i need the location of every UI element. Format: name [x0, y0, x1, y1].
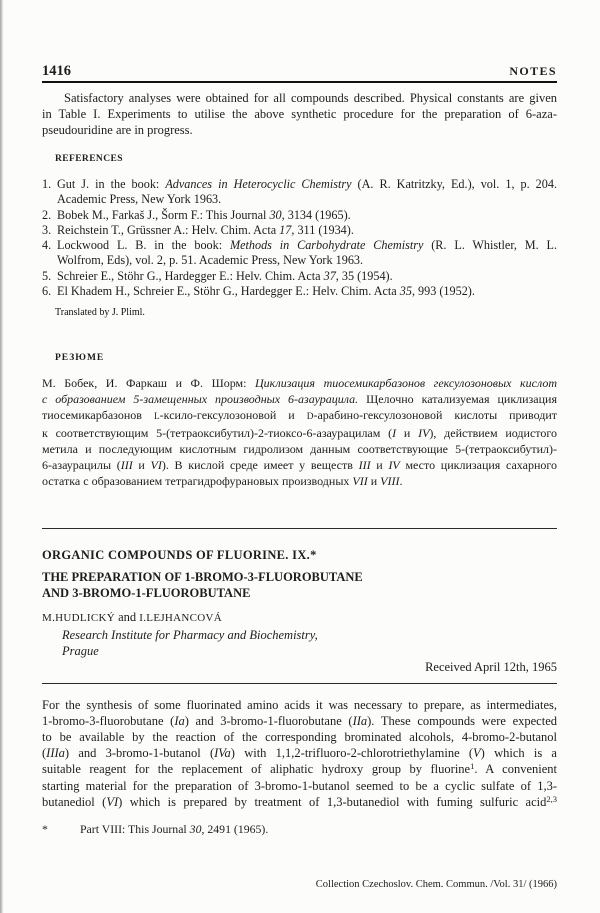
text-run: butanediol ( — [42, 795, 107, 809]
text-run: и — [367, 474, 381, 488]
italic-text: с образованием 5-замещенных производных 6-азаурацила. — [42, 392, 359, 406]
italic-text: III — [358, 458, 371, 472]
body-paragraph — [42, 697, 557, 811]
article-subtitle — [42, 569, 557, 601]
reference-item — [42, 269, 557, 284]
text-line — [80, 821, 557, 837]
reference-text — [57, 284, 557, 299]
section-label: NOTES — [509, 64, 557, 78]
header-rule — [42, 81, 557, 83]
reference-number: 4. — [42, 238, 52, 253]
text-run: 6-азаурацилы ( — [42, 458, 121, 472]
italic-text: VI — [150, 458, 162, 472]
text-run: Academic Press, New York 1963. — [57, 192, 222, 207]
text-line — [42, 457, 557, 473]
text-run: suitable reagent for the replacement of aliphatic hydroxy group by fluorine — [42, 762, 471, 776]
text-line — [42, 106, 557, 122]
text-run: (R. L. Whistler, M. L. — [423, 238, 558, 253]
superscript-ref: 1 — [470, 761, 475, 772]
text-line — [42, 761, 557, 778]
reference-number: 5. — [42, 268, 52, 283]
text-line — [42, 425, 557, 441]
italic-text: I — [392, 426, 397, 440]
affiliation — [62, 627, 318, 659]
text-run: ). These compounds were expected — [367, 714, 557, 728]
text-run: , 993 (1952). — [411, 284, 475, 299]
reference-number: 2. — [42, 207, 52, 222]
text-run: ) and 3-bromo-1-butanol ( — [64, 746, 215, 760]
text-run: (A. R. Katritzky, Ed.), vol. 1, p. 204. — [351, 177, 558, 191]
text-line — [42, 713, 557, 729]
text-run: ( — [42, 746, 47, 760]
text-run: , 2491 (1965). — [201, 822, 269, 836]
article-title: ORGANIC COMPOUNDS OF FLUORINE. IX.* — [42, 548, 317, 562]
reference-number: 3. — [42, 222, 52, 237]
text-run: Satisfactory analyses were obtained for all compounds described. Physical constants are given — [64, 91, 557, 105]
reference-item — [42, 223, 557, 238]
section-divider — [42, 683, 557, 684]
translator-credit: Translated by J. Pliml. — [55, 307, 145, 318]
scan-edge — [0, 0, 3, 913]
author-lejhancova: I.LEJHANCOVÁ — [139, 612, 223, 624]
text-run: For the synthesis of some fluorinated amino acids it was necessary to prepare, as intermediates, — [42, 698, 557, 712]
text-line — [42, 745, 557, 761]
text-run: , 311 (1934). — [291, 222, 354, 237]
resume-paragraph — [42, 375, 557, 489]
author-hudlicky: M.HUDLICKÝ — [42, 612, 115, 624]
text-line — [42, 122, 557, 138]
author-names — [42, 609, 557, 626]
page-header — [42, 62, 557, 80]
intro-paragraph — [42, 90, 557, 138]
text-line — [42, 407, 557, 425]
italic-text: III — [120, 458, 133, 472]
text-run: метила и последующим кислотным гидролизом данным соответствующие 5-(тетраоксибутил)- — [42, 442, 557, 456]
italic-text: 30 — [269, 207, 282, 222]
text-run: Reichstein T., Grüssner A.: Helv. Chim. Acta — [57, 222, 280, 237]
text-line — [42, 391, 557, 407]
text-line — [42, 794, 557, 811]
footnote — [42, 821, 557, 837]
italic-text: 17 — [279, 222, 292, 237]
italic-text: IV — [388, 458, 400, 472]
text-run: тиосемикарбазонов — [42, 408, 154, 422]
reference-number: 6. — [42, 284, 52, 299]
reference-text — [57, 223, 557, 238]
text-run: in Table I. Experiments to utilise the above synthetic procedure for the preparation of 6-aza- — [42, 107, 557, 121]
text-run: , 35 (1954). — [335, 268, 393, 283]
text-line — [42, 90, 557, 106]
italic-text: Ia — [174, 714, 185, 728]
footnote-text — [80, 821, 557, 837]
text-run: starting material for the preparation of 3-bromo-1-butanol seemed to be a cyclic sulfate of 1,3- — [42, 779, 557, 793]
footnote-mark: * — [42, 822, 48, 836]
italic-text: Advances in Heterocyclic Chemistry — [165, 177, 352, 191]
small-caps-text: D — [306, 412, 314, 422]
received-date: Received April 12th, 1965 — [425, 660, 557, 674]
text-line — [57, 284, 557, 299]
affiliation-city: Prague — [62, 644, 99, 658]
resume-heading: РЕЗЮМЕ — [55, 353, 105, 363]
text-line — [57, 253, 557, 268]
small-caps-text: L — [153, 412, 160, 422]
text-line — [42, 778, 557, 794]
article-subtitle-line: THE PREPARATION OF 1-BROMO-3-FLUOROBUTANE — [42, 570, 363, 584]
reference-item — [42, 177, 557, 208]
text-run: -ксило-гексулозоновой и — [159, 408, 307, 422]
text-run: ) which is prepared by treatment of 1,3-butanediol with fuming sulfuric acid — [118, 795, 547, 809]
text-run: to be available by the reaction of the corresponding brominated alcohols, 4-bromo-2-butanol — [42, 730, 557, 744]
text-run: . A convenient — [474, 762, 557, 776]
reference-text — [57, 208, 557, 223]
text-run: , 3134 (1965). — [281, 207, 351, 222]
reference-item — [42, 208, 557, 223]
text-run: Schreier E., Stöhr G., Hardegger E.: Helv. Chim. Acta — [57, 268, 324, 283]
text-run: pseudouridine are in progress. — [42, 123, 193, 137]
text-run: и — [396, 426, 419, 440]
journal-footer: Collection Czechoslov. Chem. Commun. /Vol. 31/ (1966) — [315, 879, 557, 890]
italic-text: 35 — [399, 284, 412, 299]
italic-text: 30 — [189, 822, 202, 836]
page-number: 1416 — [42, 63, 71, 79]
italic-text: VI — [106, 795, 119, 809]
text-run: ). В кислой среде имеет у веществ — [161, 458, 359, 472]
text-line — [57, 192, 557, 207]
text-run: Part VIII: This Journal — [80, 822, 190, 836]
reference-text — [57, 269, 557, 284]
reference-text — [57, 177, 557, 208]
italic-text: IVa — [214, 746, 231, 760]
italic-text: VIII — [380, 474, 400, 488]
text-line — [42, 697, 557, 713]
article-subtitle-line: AND 3-BROMO-1-FLUOROBUTANE — [42, 586, 251, 600]
text-run: Bobek M., Farkaš J., Šorm F.: This Journal — [57, 207, 270, 222]
text-line — [42, 473, 557, 489]
references-list — [42, 177, 557, 299]
text-run: и — [370, 458, 389, 472]
reference-text — [57, 238, 557, 269]
text-run: М. Бобек, И. Фаркаш и Ф. Шорм: — [42, 376, 255, 390]
section-divider — [42, 528, 557, 529]
italic-text: IIa — [352, 714, 368, 728]
italic-text: Methods in Carbohydrate Chemistry — [229, 238, 424, 253]
text-line — [57, 269, 557, 284]
italic-text: Циклизация тиосемикарбазонов гексулозоновых кислот — [255, 376, 557, 390]
affiliation-institute: Research Institute for Pharmacy and Biochemistry, — [62, 628, 318, 642]
text-line — [57, 223, 557, 238]
text-run: -арабино-гексулозоновой кислоты приводит — [313, 408, 557, 422]
text-run: остатка с образованием тетрагидрофурановых производных — [42, 474, 353, 488]
reference-item — [42, 284, 557, 299]
references-heading: REFERENCES — [55, 154, 123, 164]
text-run: место циклизация сахарного — [399, 458, 558, 472]
italic-text: 37 — [323, 268, 336, 283]
superscript-ref: 2,3 — [546, 794, 558, 805]
text-run: и — [132, 458, 151, 472]
italic-text: V — [473, 746, 481, 760]
text-run: Wolfrom, Eds), vol. 2, p. 51. Academic Press, New York 1963. — [57, 253, 364, 268]
text-line — [57, 177, 557, 192]
reference-number: 1. — [42, 177, 52, 191]
text-run: ), действием иодистого — [429, 426, 557, 440]
text-run: 1-bromo-3-fluorobutane ( — [42, 714, 175, 728]
text-line — [42, 375, 557, 391]
text-run: . — [399, 474, 403, 488]
text-run: El Khadem H., Schreier E., Stöhr G., Hardegger E.: Helv. Chim. Acta — [57, 284, 400, 299]
text-line — [42, 729, 557, 745]
text-run: к соответствующим 5-(тетраоксибутил)-2-тиоксо-6-азаурацилам ( — [42, 426, 393, 440]
text-run: Lockwood L. B. in the book: — [57, 238, 230, 253]
text-run: Gut J. in the book: — [57, 177, 166, 191]
author-conjunction: and — [118, 610, 137, 624]
text-run: ) with 1,1,2-trifluoro-2-chlorotriethylamine ( — [230, 746, 474, 760]
text-run: ) and 3-bromo-1-fluorobutane ( — [184, 714, 353, 728]
text-line — [57, 208, 557, 223]
text-run: ) which is a — [480, 746, 557, 760]
text-run: Щелочно катализуемая циклизация — [358, 392, 557, 406]
italic-text: VII — [352, 474, 368, 488]
italic-text: IIIa — [46, 746, 65, 760]
text-line — [57, 238, 557, 253]
italic-text: IV — [418, 426, 430, 440]
text-line — [42, 441, 557, 457]
reference-item — [42, 238, 557, 269]
